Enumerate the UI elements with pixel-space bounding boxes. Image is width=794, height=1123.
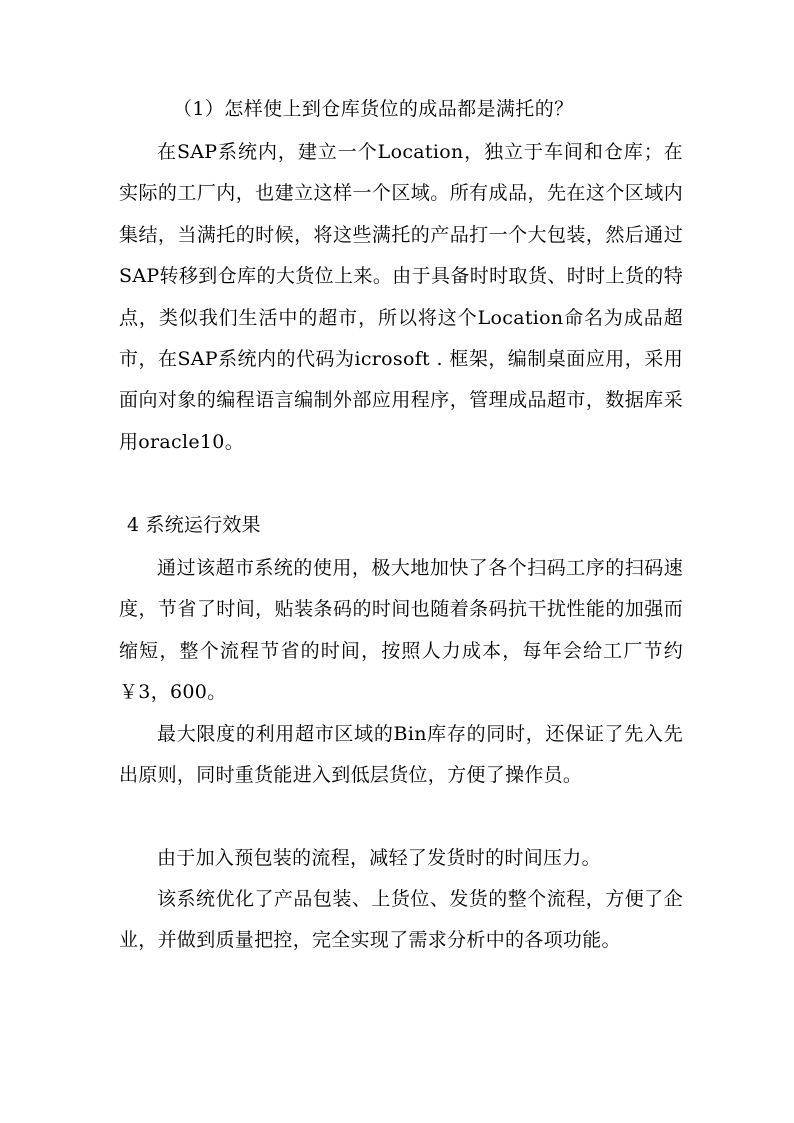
paragraph-effect-optimization: 该系统优化了产品包装、上货位、发货的整个流程，方便了企业，并做到质量把控，完全实现了需求分析中的各项功能。 — [119, 888, 683, 952]
paragraph-effect-prepack: 由于加入预包装的流程，减轻了发货时的时间压力。 — [157, 847, 601, 869]
paragraph-effect-speed: 通过该超市系统的使用，极大地加快了各个扫码工序的扫码速度，节省了时间，贴装条码的时间也随着条码抗干扰性能的加强而缩短，整个流程节省的时间，按照人力成本，每年会给工厂节约￥3，600。 — [119, 557, 683, 704]
paragraph-effect-bin-storage: 最大限度的利用超市区域的Bin库存的同时，还保证了先入先出原则，同时重货能进入到低层货位，方便了操作员。 — [119, 723, 683, 787]
paragraph-supermarket-location: 在SAP系统内，建立一个Location，独立于车间和仓库；在实际的工厂内，也建立这样一个区域。所有成品，先在这个区域内集结，当满托的时候，将这些满托的产品打一个大包装，然后通过SAP转移到仓库的大货位上来。由于具备时时取货、时时上货的特点，类似我们生活中的超市，所以将这个Location命名为成品超市，在SAP系统内的代码为icrosoft . 框架，编制桌面应用，采用面向对象的编程语言编制外部应用程序，管理成品超市，数据库采用oracle10。 — [119, 141, 683, 453]
section-heading: 4 系统运行效果 — [127, 514, 261, 536]
question-heading: （1）怎样使上到仓库货位的成品都是满托的？ — [173, 98, 574, 120]
